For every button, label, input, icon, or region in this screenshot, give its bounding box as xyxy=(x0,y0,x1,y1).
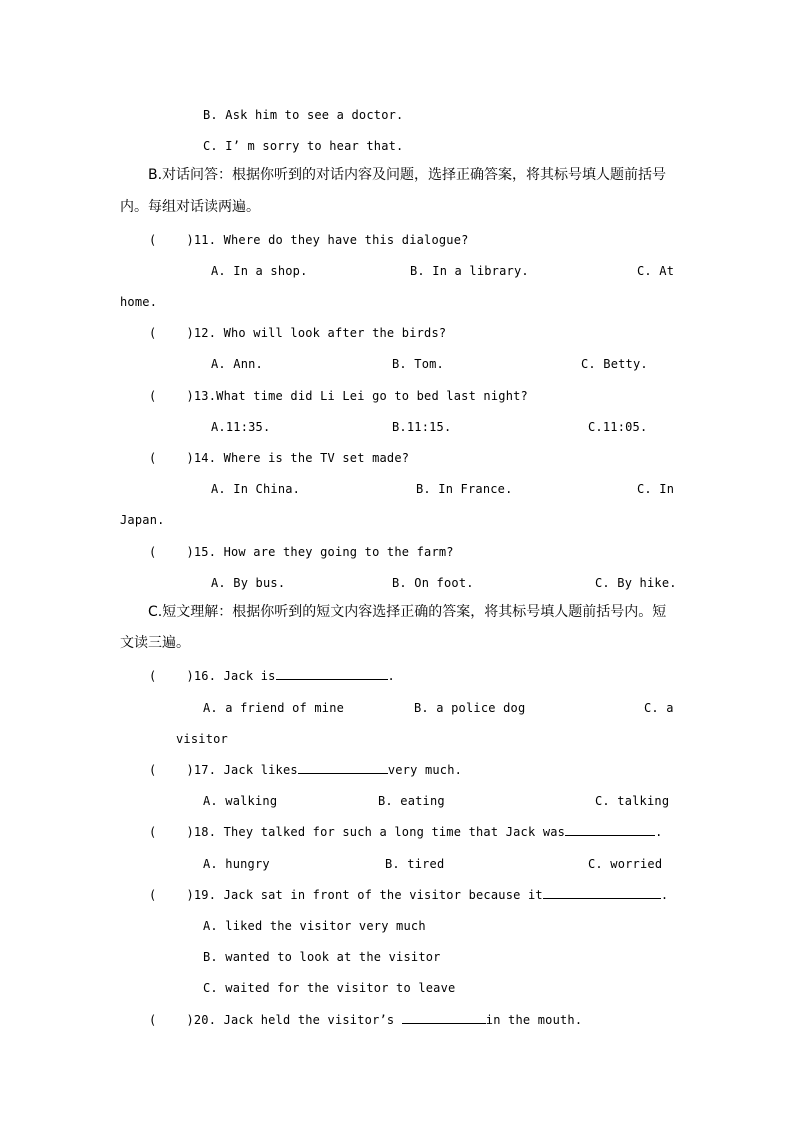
answer-paren-open: ( xyxy=(149,669,157,683)
question-text-end: . xyxy=(387,669,395,683)
question-15 xyxy=(149,543,454,561)
q14-option-c: C. In xyxy=(637,482,675,496)
question-11 xyxy=(149,231,469,249)
q17-option-a: A. walking xyxy=(203,794,278,808)
question-14 xyxy=(149,449,409,467)
answer-paren-open: ( xyxy=(149,326,157,340)
q12-option-b: B. Tom. xyxy=(392,357,444,371)
question-text-end: . xyxy=(655,825,663,839)
q19-option-b: B. wanted to look at the visitor xyxy=(203,950,441,964)
question-13 xyxy=(149,387,528,405)
q17-option-b: B. eating xyxy=(378,794,445,808)
q11-option-a: A. In a shop. xyxy=(211,264,308,278)
question-text: 12. Who will look after the birds? xyxy=(193,326,447,340)
question-text: 16. Jack is xyxy=(193,669,276,683)
section-c-instruction: C.短文理解：根据你听到的短文内容选择正确的答案，将其标号填人题前括号内。短 xyxy=(148,604,667,620)
answer-paren-open: ( xyxy=(149,825,157,839)
answer-paren-close: ) xyxy=(186,233,194,247)
answer-paren-close: ) xyxy=(186,389,194,403)
fill-blank[interactable] xyxy=(402,1011,486,1024)
answer-paren-close: ) xyxy=(186,451,194,465)
answer-paren-open: ( xyxy=(149,451,157,465)
q14-option-c-wrap: Japan. xyxy=(120,513,165,527)
question-text: 19. Jack sat in front of the visitor because it xyxy=(193,888,543,902)
answer-paren-open: ( xyxy=(149,888,157,902)
section-b-instruction: B.对话问答：根据你听到的对话内容及问题，选择正确答案，将其标号填人题前括号 xyxy=(148,167,667,183)
question-text-end: in the mouth. xyxy=(485,1013,583,1027)
q16-option-c: C. a xyxy=(644,701,674,715)
q16-option-b: B. a police dog xyxy=(414,701,526,715)
q15-option-c: C. By hike. xyxy=(595,576,677,590)
question-text: 20. Jack held the visitor’s xyxy=(193,1013,402,1027)
question-text: 13.What time did Li Lei go to bed last night? xyxy=(193,389,528,403)
question-text: 15. How are they going to the farm? xyxy=(193,545,454,559)
q18-option-c: C. worried xyxy=(588,857,663,871)
q11-option-b: B. In a library. xyxy=(410,264,529,278)
q12-option-a: A. Ann. xyxy=(211,357,263,371)
question-19 xyxy=(149,886,668,904)
q13-option-c: C.11:05. xyxy=(588,420,648,434)
answer-paren-open: ( xyxy=(149,389,157,403)
q14-option-a: A. In China. xyxy=(211,482,301,496)
fill-blank[interactable] xyxy=(565,823,655,836)
q12-option-c: C. Betty. xyxy=(581,357,648,371)
section-b-instruction-cont: 内。每组对话读两遍。 xyxy=(120,199,260,215)
question-16 xyxy=(149,667,395,685)
option-c-prev: C. I’ m sorry to hear that. xyxy=(203,139,404,153)
q18-option-b: B. tired xyxy=(385,857,445,871)
section-c-instruction-cont: 文读三遍。 xyxy=(120,635,190,651)
answer-paren-close: ) xyxy=(186,825,194,839)
question-18 xyxy=(149,823,663,841)
q16-option-a: A. a friend of mine xyxy=(203,701,345,715)
question-12 xyxy=(149,324,446,342)
answer-paren-close: ) xyxy=(186,326,194,340)
answer-paren-open: ( xyxy=(149,763,157,777)
option-b-prev: B. Ask him to see a doctor. xyxy=(203,108,404,122)
question-17 xyxy=(149,761,462,779)
question-text: 18. They talked for such a long time that Jack was xyxy=(193,825,566,839)
question-text: 17. Jack likes xyxy=(193,763,298,777)
q15-option-a: A. By bus. xyxy=(211,576,286,590)
question-text-end: very much. xyxy=(387,763,463,777)
fill-blank[interactable] xyxy=(543,886,661,899)
q18-option-a: A. hungry xyxy=(203,857,270,871)
question-text: 11. Where do they have this dialogue? xyxy=(193,233,469,247)
answer-paren-open: ( xyxy=(149,233,157,247)
answer-paren-close: ) xyxy=(186,888,194,902)
answer-paren-open: ( xyxy=(149,545,157,559)
answer-paren-close: ) xyxy=(186,669,194,683)
answer-paren-close: ) xyxy=(186,763,194,777)
q13-option-b: B.11:15. xyxy=(392,420,452,434)
q17-option-c: C. talking xyxy=(595,794,670,808)
q11-option-c: C. At xyxy=(637,264,675,278)
q19-option-a: A. liked the visitor very much xyxy=(203,919,426,933)
fill-blank[interactable] xyxy=(298,761,388,774)
q15-option-b: B. On foot. xyxy=(392,576,474,590)
q16-option-c-wrap: visitor xyxy=(176,732,228,746)
q19-option-c: C. waited for the visitor to leave xyxy=(203,981,456,995)
fill-blank[interactable] xyxy=(276,667,388,680)
answer-paren-close: ) xyxy=(186,1013,194,1027)
q11-option-c-wrap: home. xyxy=(120,295,158,309)
question-20 xyxy=(149,1011,582,1029)
question-text-end: . xyxy=(660,888,669,902)
q14-option-b: B. In France. xyxy=(416,482,513,496)
q13-option-a: A.11:35. xyxy=(211,420,271,434)
answer-paren-close: ) xyxy=(186,545,194,559)
question-text: 14. Where is the TV set made? xyxy=(193,451,410,465)
answer-paren-open: ( xyxy=(149,1013,157,1027)
